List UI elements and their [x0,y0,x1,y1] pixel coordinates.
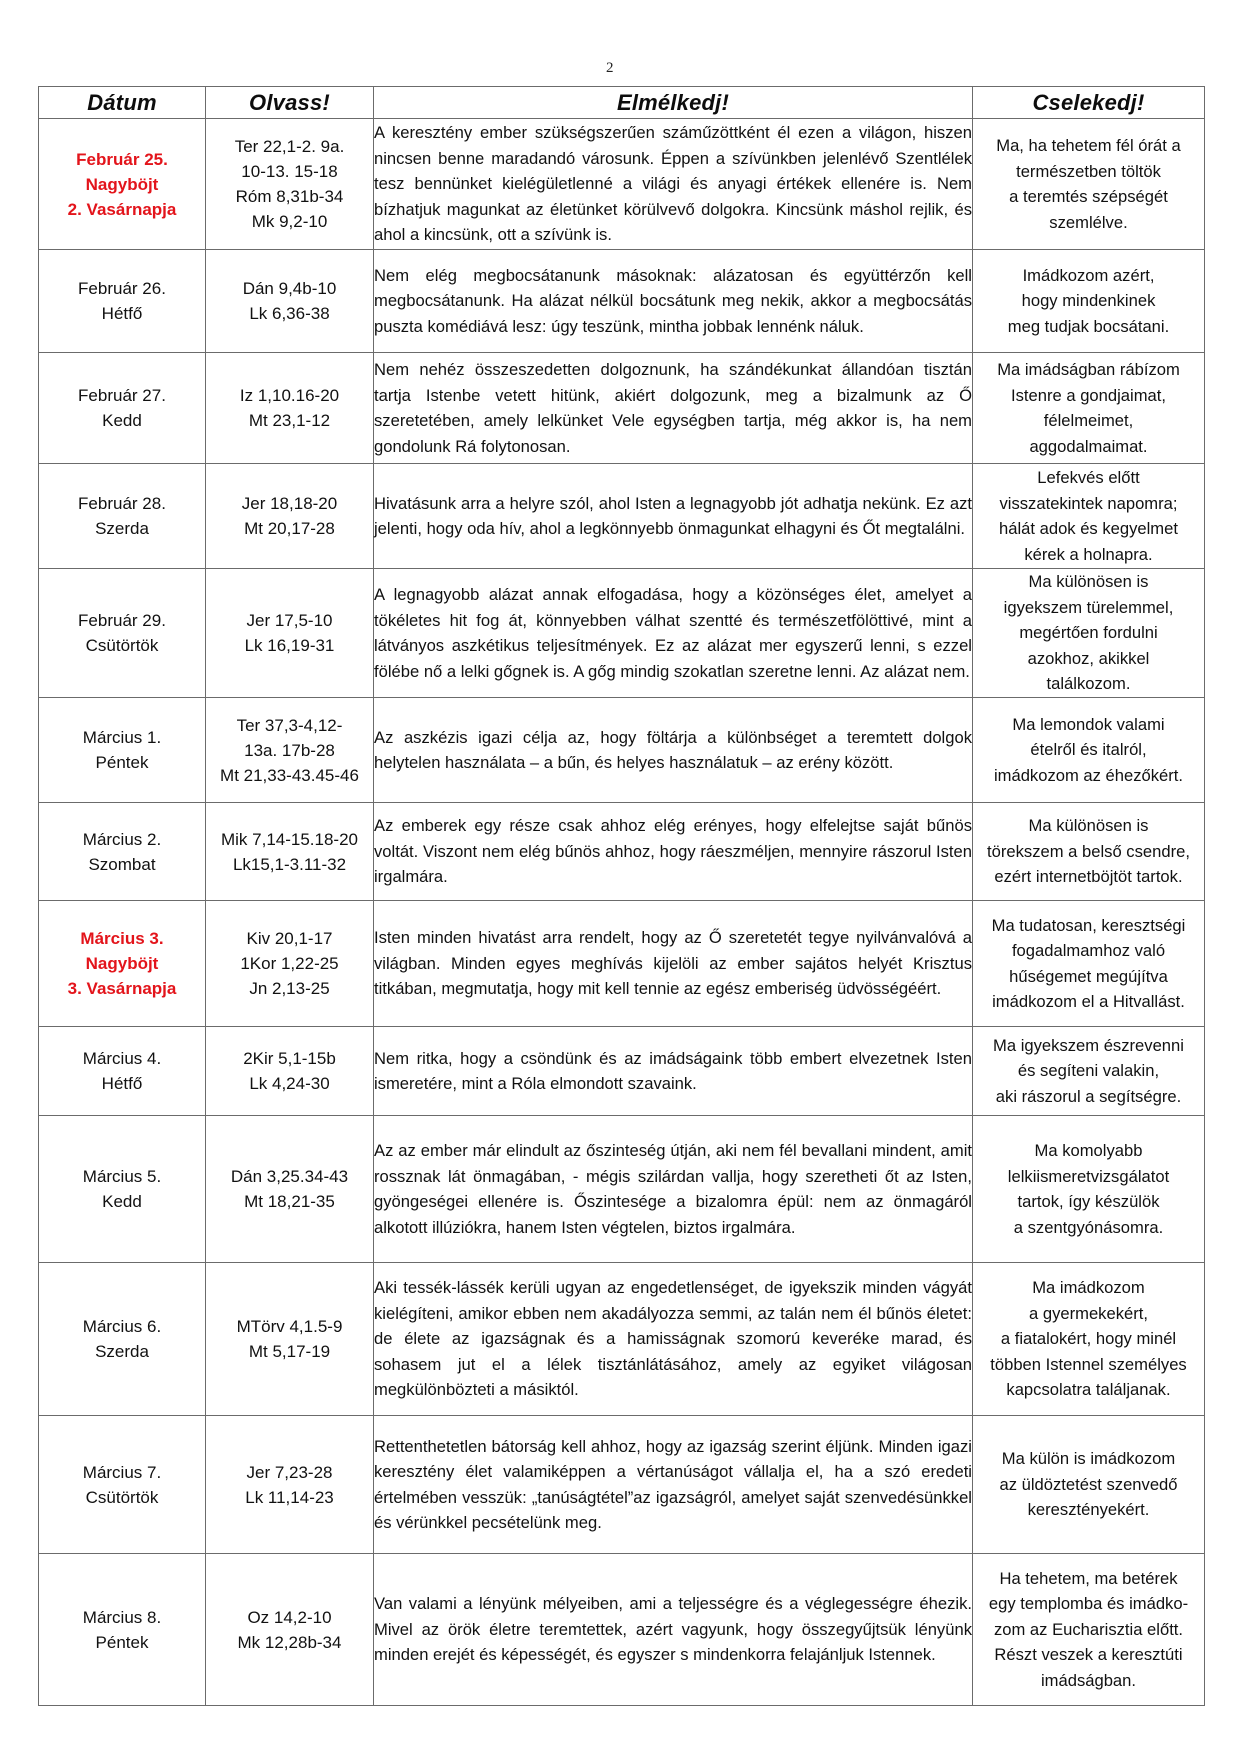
date-cell-line: Február 29. [78,611,166,630]
date-cell-line: Március 1. [82,728,162,747]
action-cell [973,1116,1205,1263]
table-row [39,803,1205,901]
meditation-cell: Nem nehéz összeszedetten dolgoznunk, ha szándékunkat állandóan tisztán tartja Istenbe vetett hitünk, akiért dolgozunk, meg a bizalmunk az Ő szeretetében, amely lelkünket Vele egységben tartja, még akkor is, ha nem gondolunk Rá folytonosan. [374,353,973,464]
action-cell-line: aki rászorul a segítségre. [995,1086,1182,1106]
action-cell-line: Részt veszek a keresztúti [994,1645,1183,1665]
date-cell-line: Nagyböjt [85,174,159,194]
reading-cell-line: Róm 8,31b-34 [235,187,344,206]
table-row [39,1263,1205,1416]
reading-cell [206,353,374,464]
reading-cell-line: Mk 9,2-10 [251,212,328,231]
reading-cell-line: Dán 9,4b-10 [242,279,337,298]
action-cell-line: a teremtés szépségét [1009,187,1168,206]
reading-cell-line: 13a. 17b-28 [244,740,335,760]
action-cell-line: hálát adok és kegyelmet [999,519,1178,538]
table-row [39,1116,1205,1263]
meditation-cell: Isten minden hivatást arra rendelt, hogy az Ő szeretetét tegye nyilvánvalóvá a világban. Minden egyes meghívás kijelöli az ember sajátos helyét Krisztus titkában, megmutatja, hogy mit kell tennie az egész emberiség üdvösségéért. [374,901,973,1027]
date-cell [39,464,206,569]
reading-cell [206,1116,374,1263]
action-cell [973,569,1205,698]
action-cell-line: megértően fordulni [1019,623,1158,643]
reading-cell [206,1263,374,1416]
action-cell [973,1554,1205,1706]
reading-cell [206,698,374,803]
date-cell [39,698,206,803]
action-cell-line: fogadalmamhoz való [1011,941,1166,960]
action-cell-line: Lefekvés előtt [1037,468,1140,487]
date-cell [39,569,206,698]
reading-cell-line: Mk 12,28b-34 [237,1632,342,1652]
date-cell-line: Március 4. [82,1049,162,1068]
lent-daily-plan-table [38,86,1205,1706]
action-cell-line: igyekszem türelemmel, [1003,597,1174,617]
page-number: 2 [606,60,614,76]
meditation-cell: Az emberek egy része csak ahhoz elég erényes, hogy elfelejtse saját bűnös voltát. Viszont nem elég bűnös ahhoz, hogy ráeszméljen, mennyire rászorul Isten irgalmára. [374,803,973,901]
header-meditate: Elmélkedj! [374,87,973,119]
action-cell-line: Ha tehetem, ma betérek [999,1568,1178,1588]
action-cell-line: ezért internetböjtöt tartok. [994,867,1183,887]
table-body [39,119,1205,1706]
action-cell-line: Ma különösen is [1028,572,1149,592]
date-cell-line: Március 3. [80,929,164,948]
action-cell [973,1263,1205,1416]
action-cell-line: ételről és italról, [1030,740,1147,760]
reading-cell [206,1416,374,1554]
reading-cell-line: Mik 7,14-15.18-20 [220,829,359,849]
date-cell-line: Kedd [102,1192,142,1211]
reading-cell-line: 1Kor 1,22-25 [240,954,339,973]
date-cell-line: Szerda [95,1342,149,1361]
reading-cell-line: Lk 4,24-30 [249,1074,330,1093]
date-cell-line: Csütörtök [85,636,159,655]
header-act: Cselekedj! [973,87,1205,119]
action-cell-line: természetben töltök [1016,161,1161,181]
reading-cell-line: Mt 20,17-28 [244,519,335,538]
action-cell-line: aggodalmaimat. [1029,436,1148,456]
reading-cell [206,464,374,569]
reading-cell-line: 2Kir 5,1-15b [243,1049,336,1068]
meditation-cell: Rettenthetetlen bátorság kell ahhoz, hogy az igazság szerint éljünk. Minden igazi keresztény élet valamiképpen a vértanúságot vállalja el, ha a szó eredeti értelmében vesszük: „tanúságtétel”az igazságról, amelyet saját szenvedésünkkel és vérünkkel pecsételünk meg. [374,1416,973,1554]
action-cell-line: hogy mindenkinek [1021,291,1156,311]
reading-cell-line: Ter 22,1-2. 9a. [234,137,345,156]
reading-cell [206,250,374,353]
table-row [39,119,1205,250]
table-row [39,1554,1205,1706]
reading-cell-line: Iz 1,10.16-20 [239,386,340,405]
action-cell [973,119,1205,250]
date-cell [39,1554,206,1706]
reading-cell-line: Mt 23,1-12 [248,411,331,430]
reading-cell [206,803,374,901]
action-cell-line: tartok, így készülök [1017,1192,1160,1211]
reading-cell-line: Jer 17,5-10 [246,611,333,630]
date-cell-line: Kedd [102,411,142,430]
action-cell-line: Ma különösen is [1028,816,1149,836]
action-cell [973,901,1205,1027]
date-cell [39,1263,206,1416]
date-cell-line: Hétfő [101,1074,143,1093]
date-cell-line: Péntek [95,1632,149,1652]
date-cell-line: Március 5. [82,1167,162,1186]
reading-cell [206,1027,374,1116]
action-cell [973,698,1205,803]
meditation-cell: Nem ritka, hogy a csöndünk és az imádságaink több embert elvezetnek Isten ismeretére, mint a Róla elmondott szavaink. [374,1027,973,1116]
reading-cell [206,1554,374,1706]
reading-cell-line: Mt 5,17-19 [248,1342,331,1361]
table-row [39,1416,1205,1554]
date-cell-line: Szombat [88,854,156,874]
table-row [39,698,1205,803]
action-cell-line: azokhoz, akikkel [1027,648,1150,668]
action-cell-line: találkozom. [1046,674,1131,694]
date-cell [39,901,206,1027]
action-cell-line: imádkozom az éhezőkért. [993,765,1184,785]
action-cell-line: zom az Eucharisztia előtt. [993,1619,1184,1639]
date-cell-line: Március 2. [82,829,162,849]
date-cell-line: Március 7. [82,1462,162,1482]
action-cell-line: többen Istennel személyes [990,1354,1187,1374]
reading-cell-line: Mt 21,33-43.45-46 [220,765,359,785]
date-cell [39,1116,206,1263]
action-cell-line: és segíteni valakin, [1017,1061,1160,1081]
date-cell-line: Péntek [95,753,149,772]
reading-cell-line: 10-13. 15-18 [241,162,338,181]
reading-cell-line: MTörv 4,1.5-9 [236,1317,343,1336]
action-cell-line: egy templomba és imádko- [988,1594,1189,1614]
action-cell-line: a gyermekekért, [1029,1303,1148,1323]
meditation-cell: Az az ember már elindult az őszinteség útján, aki nem fél bevallani mindent, amit rossznak lát önmagában, - mégis szilárdan vallja, hogy szeretheti őt az Isten, gyöngeségei ellenére is. Őszintesége a bizalomra épül: nem az önmagáról alkotott illúziókra, hanem Isten végtelen, biztos irgalmára. [374,1116,973,1263]
date-cell [39,250,206,353]
action-cell-line: imádkozom el a Hitvallást. [992,992,1185,1011]
date-cell [39,119,206,250]
action-cell-line: Ma külön is imádkozom [1001,1449,1176,1469]
action-cell-line: visszatekintek napomra; [999,493,1178,513]
action-cell-line: Ma imádságban rábízom [997,360,1180,379]
meditation-cell: Aki tessék-lássék kerüli ugyan az engedetlenséget, de igyekszik minden vágyát kielégíteni, amikor ebben nem akadályozza semmi, az talán nem él bűnös életet: de élete az igazságnak és a hamisságnak szomorú keveréke marad, és sohasem jut el a lélek tisztánlátásához, amely az egyiket világosan megkülönbözteti a másiktól. [374,1263,973,1416]
action-cell-line: az üldöztetést szenvedő [999,1474,1178,1494]
action-cell [973,1416,1205,1554]
reading-cell-line: Oz 14,2-10 [247,1607,332,1627]
date-cell-line: Nagyböjt [85,954,159,973]
header-date: Dátum [39,87,206,119]
action-cell-line: Ma lemondok valami [1012,714,1165,734]
date-cell-line: 2. Vasárnapja [67,199,177,219]
reading-cell-line: Jer 7,23-28 [246,1462,333,1482]
table-row [39,569,1205,698]
action-cell-line: a fiatalokért, hogy minél [1000,1329,1177,1349]
date-cell-line: Csütörtök [85,1487,159,1507]
table-row [39,1027,1205,1116]
action-cell-line: félelmeimet, [1043,411,1134,430]
table-row [39,901,1205,1027]
action-cell [973,353,1205,464]
action-cell-line: Ma igyekszem észrevenni [993,1035,1184,1055]
date-cell-line: Február 28. [78,494,166,513]
reading-cell-line: Dán 3,25.34-43 [230,1167,349,1186]
date-cell-line: 3. Vasárnapja [67,979,177,998]
date-cell [39,803,206,901]
table-header-row [39,87,1205,119]
action-cell [973,250,1205,353]
reading-cell-line: Lk15,1-3.11-32 [232,854,347,874]
table-row [39,464,1205,569]
reading-cell-line: Ter 37,3-4,12- [236,715,343,735]
meditation-cell: Nem elég megbocsátanunk másoknak: alázatosan és együttérzőn kell megbocsátanunk. Ha alázat nélkül bocsátunk meg nekik, akkor a megbocsátás puszta komédiává lesz: úgy teszünk, mintha jobbak lennénk náluk. [374,250,973,353]
meditation-cell: Az aszkézis igazi célja az, hogy föltárja a különbséget a teremtett dolgok helytelen használata – a bűn, és helyes használatuk – az erény között. [374,698,973,803]
action-cell-line: Ma komolyabb [1034,1141,1143,1160]
date-cell-line: Február 26. [78,279,166,298]
action-cell [973,1027,1205,1116]
action-cell-line: törekszem a belső csendre, [987,841,1190,861]
date-cell [39,353,206,464]
meditation-cell: A legnagyobb alázat annak elfogadása, hogy a közönséges élet, amelyet a tökéletes hit fog át, könnyebben válhat szentté és természetfölöttivé, mint a látványos aszkétikus teljesítmények. Ez az alázat mer egyszerű lenni, s ezzel fölébe nő a lelki gőgnek is. A gőg mindig szokatlan szeretne lenni. Az alázat nem. [374,569,973,698]
date-cell-line: Március 8. [82,1607,162,1627]
reading-cell-line: Lk 6,36-38 [249,304,330,323]
reading-cell-line: Mt 18,21-35 [244,1192,335,1211]
date-cell [39,1027,206,1116]
reading-cell-line: Lk 11,14-23 [245,1487,334,1507]
action-cell-line: Istenre a gondjaimat, [1011,385,1166,405]
reading-cell-line: Jn 2,13-25 [249,979,330,998]
action-cell [973,803,1205,901]
reading-cell [206,119,374,250]
action-cell-line: lelkiismeretvizsgálatot [1007,1166,1170,1186]
reading-cell [206,901,374,1027]
reading-cell-line: Jer 18,18-20 [241,494,338,513]
action-cell-line: kérek a holnapra. [1024,544,1153,564]
date-cell [39,1416,206,1554]
reading-cell [206,569,374,698]
action-cell-line: a szentgyónásomra. [1013,1217,1164,1237]
action-cell-line: Ma tudatosan, keresztségi [991,915,1186,935]
table-row [39,250,1205,353]
action-cell-line: szemlélve. [1049,212,1128,232]
action-cell-line: meg tudjak bocsátani. [1007,316,1170,336]
meditation-cell: Hivatásunk arra a helyre szól, ahol Isten a legnagyobb jót adhatja nekünk. Ez azt jelenti, hogy oda hív, ahol a legkönnyebb önmagunkat elhagyni és Őt megtalálni. [374,464,973,569]
header-read: Olvass! [206,87,374,119]
meditation-cell: A keresztény ember szükségszerűen száműzöttként él ezen a világon, hiszen nincsen benne maradandó városunk. Éppen a szívünkben jelenlévő Szentlélek tesz bennünket kielégületlenné a világi és anyagi értékek ellenére is. Nem bízhatjuk magunkat az életünket körülvevő dolgokra. Kincsünk máshol rejlik, és ahol a kincsünk, ott a szívünk is. [374,119,973,250]
date-cell-line: Február 25. [76,149,168,169]
action-cell-line: imádságban. [1040,1670,1137,1690]
action-cell-line: keresztényekért. [1027,1500,1150,1520]
reading-cell-line: Kiv 20,1-17 [246,929,333,948]
date-cell-line: Hétfő [101,304,143,323]
meditation-cell: Van valami a lényünk mélyeiben, ami a teljességre és a véglegességre éhezik. Mivel az örök életre teremtettek, azért vagyunk, hogy összegyűjtsük lényünk minden erejét és képességét, és egyszer s mindenkorra felajánljuk Istennek. [374,1554,973,1706]
date-cell-line: Március 6. [82,1317,162,1336]
date-cell-line: Szerda [95,519,149,538]
reading-cell-line: Lk 16,19-31 [244,636,335,655]
action-cell-line: kapcsolatra találjanak. [1006,1380,1171,1400]
action-cell-line: hűségemet megújítva [1009,966,1168,986]
action-cell-line: Ma imádkozom [1032,1278,1145,1298]
date-cell-line: Február 27. [78,386,166,405]
table-row [39,353,1205,464]
action-cell [973,464,1205,569]
action-cell-line: Ma, ha tehetem fél órát a [996,136,1181,155]
action-cell-line: Imádkozom azért, [1022,265,1155,285]
